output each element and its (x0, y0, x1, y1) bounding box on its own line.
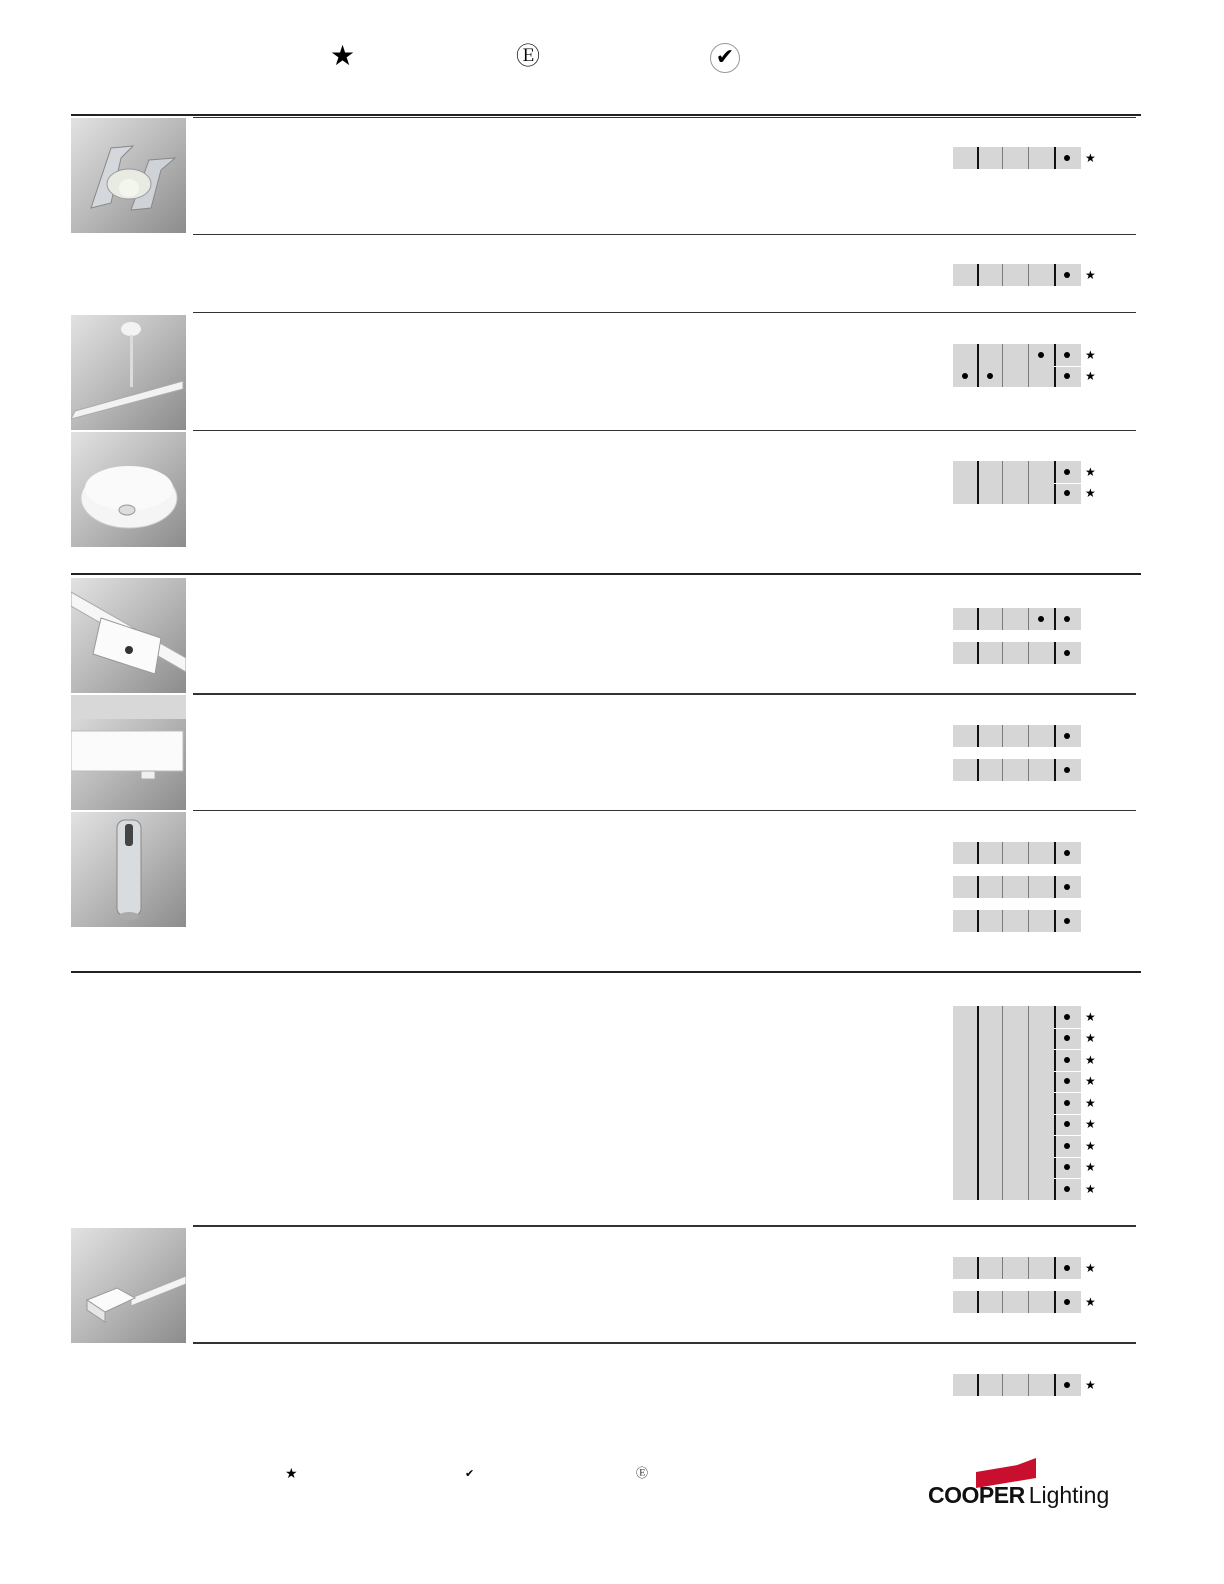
grid-divider (1028, 1291, 1029, 1313)
grid-divider (977, 1291, 979, 1313)
grid-divider (1002, 642, 1003, 664)
availability-dot (1064, 373, 1070, 379)
grid-divider (977, 1374, 979, 1396)
star-icon: ★ (1085, 464, 1096, 479)
grid-divider (1028, 1006, 1029, 1200)
availability-grid (953, 344, 1081, 387)
availability-dot (1064, 1078, 1070, 1084)
grid-divider (977, 910, 979, 932)
grid-divider (1054, 1291, 1056, 1313)
grid-row-divider (1054, 1157, 1081, 1158)
availability-dot (1064, 1035, 1070, 1041)
grid-divider (1028, 264, 1029, 286)
star-icon: ★ (285, 1466, 298, 1482)
grid-row-divider (1054, 1049, 1081, 1050)
star-icon: ★ (1085, 1117, 1096, 1132)
grid-divider (977, 759, 979, 781)
grid-divider (977, 147, 979, 169)
grid-divider (1002, 1006, 1003, 1200)
availability-dot (1064, 272, 1070, 278)
availability-dot (1064, 490, 1070, 496)
section-rule (71, 971, 1141, 973)
grid-row-divider (1054, 1178, 1081, 1179)
availability-dot (1064, 1186, 1070, 1192)
grid-divider (1002, 1374, 1003, 1396)
grid-row-divider (1054, 366, 1081, 367)
star-icon: ★ (330, 39, 356, 72)
availability-dot (962, 373, 968, 379)
grid-divider (1054, 1257, 1056, 1279)
star-icon: ★ (1085, 486, 1096, 501)
star-icon: ★ (1085, 1138, 1096, 1153)
availability-grid (953, 642, 1081, 664)
grid-divider (977, 344, 979, 387)
section-rule (71, 114, 1141, 116)
availability-dot (987, 373, 993, 379)
grid-divider (1002, 876, 1003, 898)
grid-divider (1054, 876, 1056, 898)
grid-divider (1054, 608, 1056, 630)
availability-grid (953, 1291, 1081, 1313)
availability-dot (1064, 918, 1070, 924)
star-icon: ★ (1085, 1074, 1096, 1089)
grid-row-divider (1054, 1028, 1081, 1029)
star-icon: ★ (1085, 1095, 1096, 1110)
availability-dot (1064, 155, 1070, 161)
row-rule (193, 312, 1136, 313)
grid-divider (1002, 842, 1003, 864)
clip-canopy-icon (71, 118, 186, 233)
availability-dot (1038, 616, 1044, 622)
check-icon: ✔ (710, 43, 740, 73)
grid-divider (977, 876, 979, 898)
grid-divider (1054, 842, 1056, 864)
e-mark-icon: Ⓔ (516, 42, 540, 70)
availability-dot (1064, 1014, 1070, 1020)
availability-dot (1064, 469, 1070, 475)
power-feed-box-icon (71, 695, 186, 810)
grid-divider (1028, 876, 1029, 898)
grid-divider (1002, 759, 1003, 781)
availability-dot (1064, 1057, 1070, 1063)
grid-divider (1054, 910, 1056, 932)
grid-divider (977, 461, 979, 504)
grid-divider (1028, 1374, 1029, 1396)
star-icon: ★ (1085, 1160, 1096, 1175)
availability-dot (1038, 352, 1044, 358)
cylinder-adapter-icon (71, 812, 186, 927)
photo-track-connector (71, 578, 186, 693)
pendant-stem-icon (71, 315, 186, 430)
grid-row-divider (1054, 1135, 1081, 1136)
grid-divider (1002, 1291, 1003, 1313)
availability-grid (953, 147, 1081, 169)
grid-divider (1054, 642, 1056, 664)
row-rule (193, 430, 1136, 431)
grid-divider (1028, 344, 1029, 387)
availability-dot (1064, 884, 1070, 890)
availability-dot (1064, 352, 1070, 358)
grid-divider (1028, 759, 1029, 781)
photo-round-canopy (71, 432, 186, 547)
grid-divider (1028, 910, 1029, 932)
star-icon: ★ (1085, 267, 1096, 282)
grid-divider (977, 842, 979, 864)
availability-grid (953, 1006, 1081, 1200)
logo-wordmark: COOPER Lighting (928, 1482, 1110, 1508)
check-icon: ✔ (465, 1467, 475, 1480)
star-icon: ★ (1085, 1009, 1096, 1024)
star-icon: ★ (1085, 1294, 1096, 1309)
grid-divider (1054, 264, 1056, 286)
grid-divider (1002, 1257, 1003, 1279)
star-icon: ★ (1085, 1031, 1096, 1046)
grid-divider (977, 642, 979, 664)
grid-divider (1028, 725, 1029, 747)
e-mark-icon: Ⓔ (636, 1466, 649, 1480)
cooper-lighting-logo (928, 1458, 1113, 1510)
availability-dot (1064, 767, 1070, 773)
availability-grid (953, 759, 1081, 781)
grid-divider (1054, 147, 1056, 169)
photo-monopoint-canopy-clips (71, 118, 186, 233)
grid-divider (1002, 461, 1003, 504)
photo-pendant-stem-track (71, 315, 186, 430)
availability-dot (1064, 1265, 1070, 1271)
availability-dot (1064, 733, 1070, 739)
row-rule (193, 693, 1136, 695)
grid-divider (1028, 461, 1029, 504)
end-feed-icon (71, 1228, 186, 1343)
availability-grid (953, 1257, 1081, 1279)
grid-divider (1054, 725, 1056, 747)
star-icon: ★ (1085, 369, 1096, 384)
row-rule (193, 117, 1136, 118)
grid-divider (1028, 147, 1029, 169)
grid-divider (977, 1257, 979, 1279)
star-icon: ★ (1085, 1052, 1096, 1067)
grid-row-divider (1054, 1092, 1081, 1093)
photo-power-feed-box (71, 695, 186, 810)
grid-row-divider (1054, 483, 1081, 484)
grid-divider (977, 725, 979, 747)
star-icon: ★ (1085, 347, 1096, 362)
grid-divider (1002, 910, 1003, 932)
grid-divider (977, 1006, 979, 1200)
availability-dot (1064, 850, 1070, 856)
availability-dot (1064, 1299, 1070, 1305)
row-rule (193, 1225, 1136, 1227)
grid-divider (1002, 147, 1003, 169)
availability-grid (953, 876, 1081, 898)
track-connector-icon (71, 578, 186, 693)
grid-divider (1028, 1257, 1029, 1279)
grid-divider (1028, 842, 1029, 864)
availability-grid (953, 608, 1081, 630)
grid-divider (1028, 608, 1029, 630)
star-icon: ★ (1085, 1377, 1096, 1392)
grid-row-divider (1054, 1114, 1081, 1115)
availability-grid (953, 842, 1081, 864)
photo-end-feed (71, 1228, 186, 1343)
grid-row-divider (1054, 1071, 1081, 1072)
grid-divider (1002, 344, 1003, 387)
availability-grid (953, 910, 1081, 932)
grid-divider (1002, 264, 1003, 286)
availability-dot (1064, 1100, 1070, 1106)
row-rule (193, 810, 1136, 811)
availability-dot (1064, 1121, 1070, 1127)
grid-divider (977, 608, 979, 630)
availability-grid (953, 264, 1081, 286)
grid-divider (1028, 642, 1029, 664)
availability-grid (953, 1374, 1081, 1396)
row-rule (193, 1342, 1136, 1344)
star-icon: ★ (1085, 1181, 1096, 1196)
grid-divider (1002, 725, 1003, 747)
grid-divider (977, 264, 979, 286)
grid-divider (1054, 1374, 1056, 1396)
grid-divider (1002, 608, 1003, 630)
availability-dot (1064, 1382, 1070, 1388)
availability-grid (953, 461, 1081, 504)
grid-divider (1054, 1006, 1056, 1200)
photo-cylinder-adapter (71, 812, 186, 927)
availability-grid (953, 725, 1081, 747)
grid-divider (1054, 759, 1056, 781)
star-icon: ★ (1085, 150, 1096, 165)
section-rule (71, 573, 1141, 575)
row-rule (193, 234, 1136, 235)
availability-dot (1064, 1143, 1070, 1149)
availability-dot (1064, 650, 1070, 656)
availability-dot (1064, 1164, 1070, 1170)
availability-dot (1064, 616, 1070, 622)
round-canopy-icon (71, 432, 186, 547)
star-icon: ★ (1085, 1260, 1096, 1275)
